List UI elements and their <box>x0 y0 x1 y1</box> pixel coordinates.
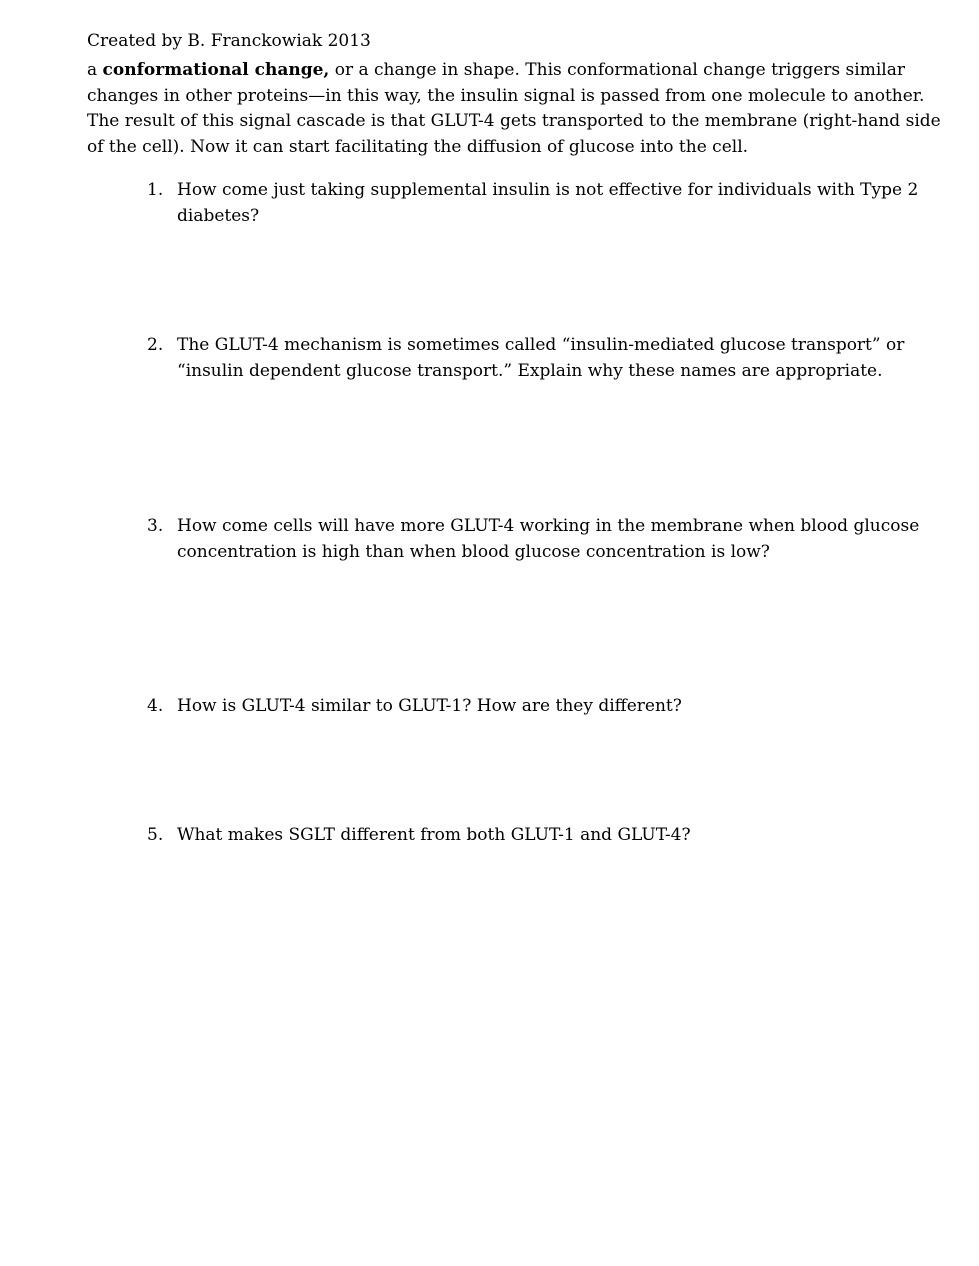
question-line: The GLUT-4 mechanism is sometimes called “insulin-mediated glucose transport” or <box>177 335 905 355</box>
question-line: What makes SGLT different from both GLUT-1 and GLUT-4? <box>177 825 691 845</box>
intro-line-4: of the cell). Now it can start facilitating the diffusion of glucose into the cell. <box>87 136 749 157</box>
intro-paragraph <box>87 58 941 160</box>
intro-line-1-post: or a change in shape. This conformational change triggers similar <box>329 60 905 80</box>
question-line: How come just taking supplemental insulin is not effective for individuals with Type 2 <box>177 180 919 200</box>
question-number: 1. <box>147 180 164 200</box>
intro-line-1 <box>87 58 907 84</box>
author-header: Created by B. Franckowiak 2013 <box>87 31 371 51</box>
question-text <box>177 822 897 848</box>
question-number: 3. <box>147 516 164 536</box>
question-number: 2. <box>147 335 164 355</box>
question-line: concentration is high than when blood glucose concentration is low? <box>177 542 770 562</box>
question-text <box>177 693 897 719</box>
question-text <box>177 332 905 384</box>
question-line: How is GLUT-4 similar to GLUT-1? How are they different? <box>177 696 682 716</box>
intro-line-1-pre: a <box>87 60 103 80</box>
intro-bold-term: conformational change, <box>102 60 330 80</box>
question-line: “insulin dependent glucose transport.” Explain why these names are appropriate. <box>177 361 883 381</box>
question-number: 4. <box>147 696 164 716</box>
question-text <box>177 513 920 565</box>
question-number: 5. <box>147 825 164 845</box>
intro-line-3: The result of this signal cascade is that GLUT-4 gets transported to the membrane (right-hand side <box>87 111 941 131</box>
question-line: How come cells will have more GLUT-4 working in the membrane when blood glucose <box>177 516 920 536</box>
intro-line-2: changes in other proteins—in this way, the insulin signal is passed from one molecule to another. <box>87 85 925 106</box>
question-line: diabetes? <box>177 206 260 226</box>
question-text <box>177 177 919 229</box>
